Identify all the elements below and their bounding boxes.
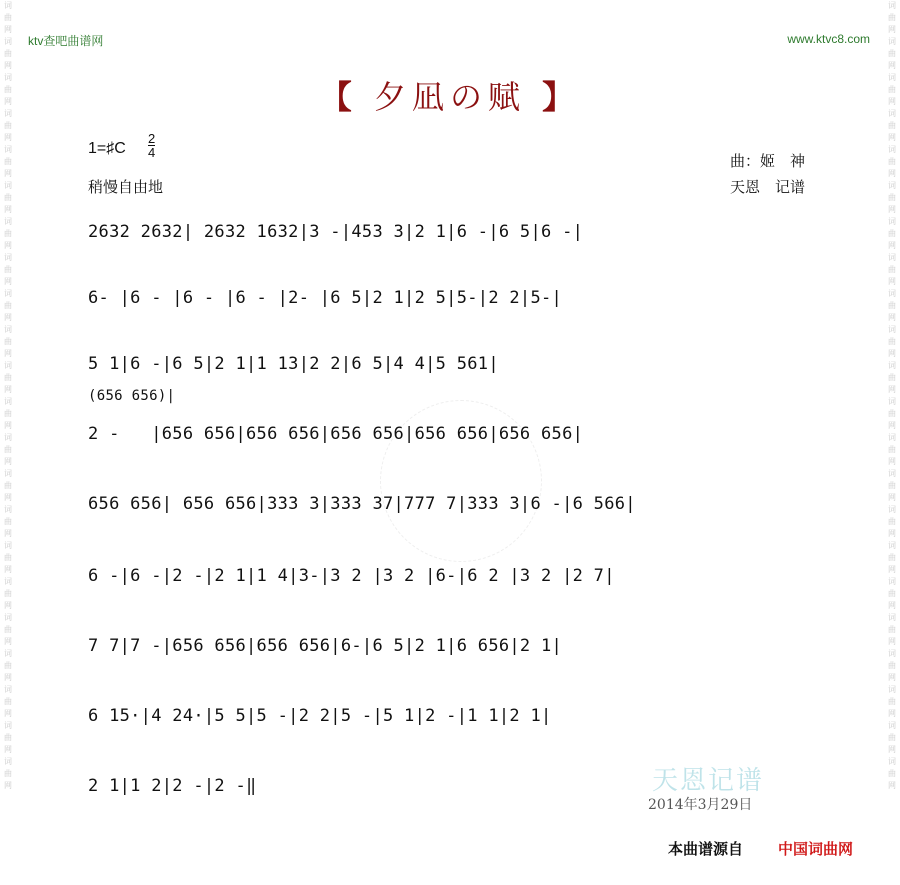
composer-credit: 曲：姬 神 <box>730 152 806 170</box>
side-watermark-left: 词曲网词曲网词曲网词曲网词曲网词曲网词曲网词曲网词曲网词曲网词曲网词曲网词曲网词曲网词曲网词曲网词曲网词曲网词曲网词曲网词曲网词曲网 <box>4 1 12 790</box>
transcriber-credit: 天恩 记谱 <box>730 178 806 196</box>
time-signature-bottom: 4 <box>148 145 156 160</box>
title-bracket-open: 【 <box>319 78 358 116</box>
transcriber-signature: 天恩记谱 <box>652 766 765 796</box>
site-link-right[interactable]: www.ktvc8.com <box>787 32 870 46</box>
site-link-left[interactable]: ktv查吧曲谱网 <box>28 34 104 48</box>
time-signature-top: 2 <box>148 131 156 146</box>
title-text: 夕凪の赋 <box>373 78 526 116</box>
score-line-1: 2632 2632| 2632 1632|3 -|453 3|2 1|6 -|6 5|6 -| <box>88 222 584 242</box>
title-bracket-close: 】 <box>542 78 581 116</box>
score-line-4: 2 - |656 656|656 656|656 656|656 656|656 656| <box>88 424 584 444</box>
score-line-3: 5 1|6 -|6 5|2 1|1 13|2 2|6 5|4 4|5 561| <box>88 354 499 374</box>
score-line-9: 2 1|1 2|2 -|2 -‖ <box>88 776 257 796</box>
time-signature <box>148 132 155 159</box>
tempo-marking: 稍慢自由地 <box>88 178 164 196</box>
score-line-5: 656 656| 656 656|333 3|333 37|777 7|333 3|6 -|6 566| <box>88 494 636 514</box>
score-line-8: 6 15·|4 24·|5 5|5 -|2 2|5 -|5 1|2 -|1 1|2 1| <box>88 706 552 726</box>
song-title <box>0 72 900 118</box>
score-line-3-sub: (656 656)| <box>88 388 176 404</box>
source-site-link[interactable]: 中国词曲网 <box>778 840 854 858</box>
score-line-7: 7 7|7 -|656 656|656 656|6-|6 5|2 1|6 656|2 1| <box>88 636 563 656</box>
key-signature: 1=♯C <box>88 140 126 157</box>
source-label: 本曲谱源自 <box>668 840 744 858</box>
score-line-2: 6- |6 - |6 - |6 - |2- |6 5|2 1|2 5|5-|2 2|5-| <box>88 288 563 308</box>
score-line-6: 6 -|6 -|2 -|2 1|1 4|3-|3 2 |3 2 |6-|6 2 |3 2 |2 7| <box>88 566 615 586</box>
transcription-date: 2014年3月29日 <box>648 797 753 813</box>
side-watermark-right: 词曲网词曲网词曲网词曲网词曲网词曲网词曲网词曲网词曲网词曲网词曲网词曲网词曲网词曲网词曲网词曲网词曲网词曲网词曲网词曲网词曲网词曲网 <box>888 1 896 790</box>
